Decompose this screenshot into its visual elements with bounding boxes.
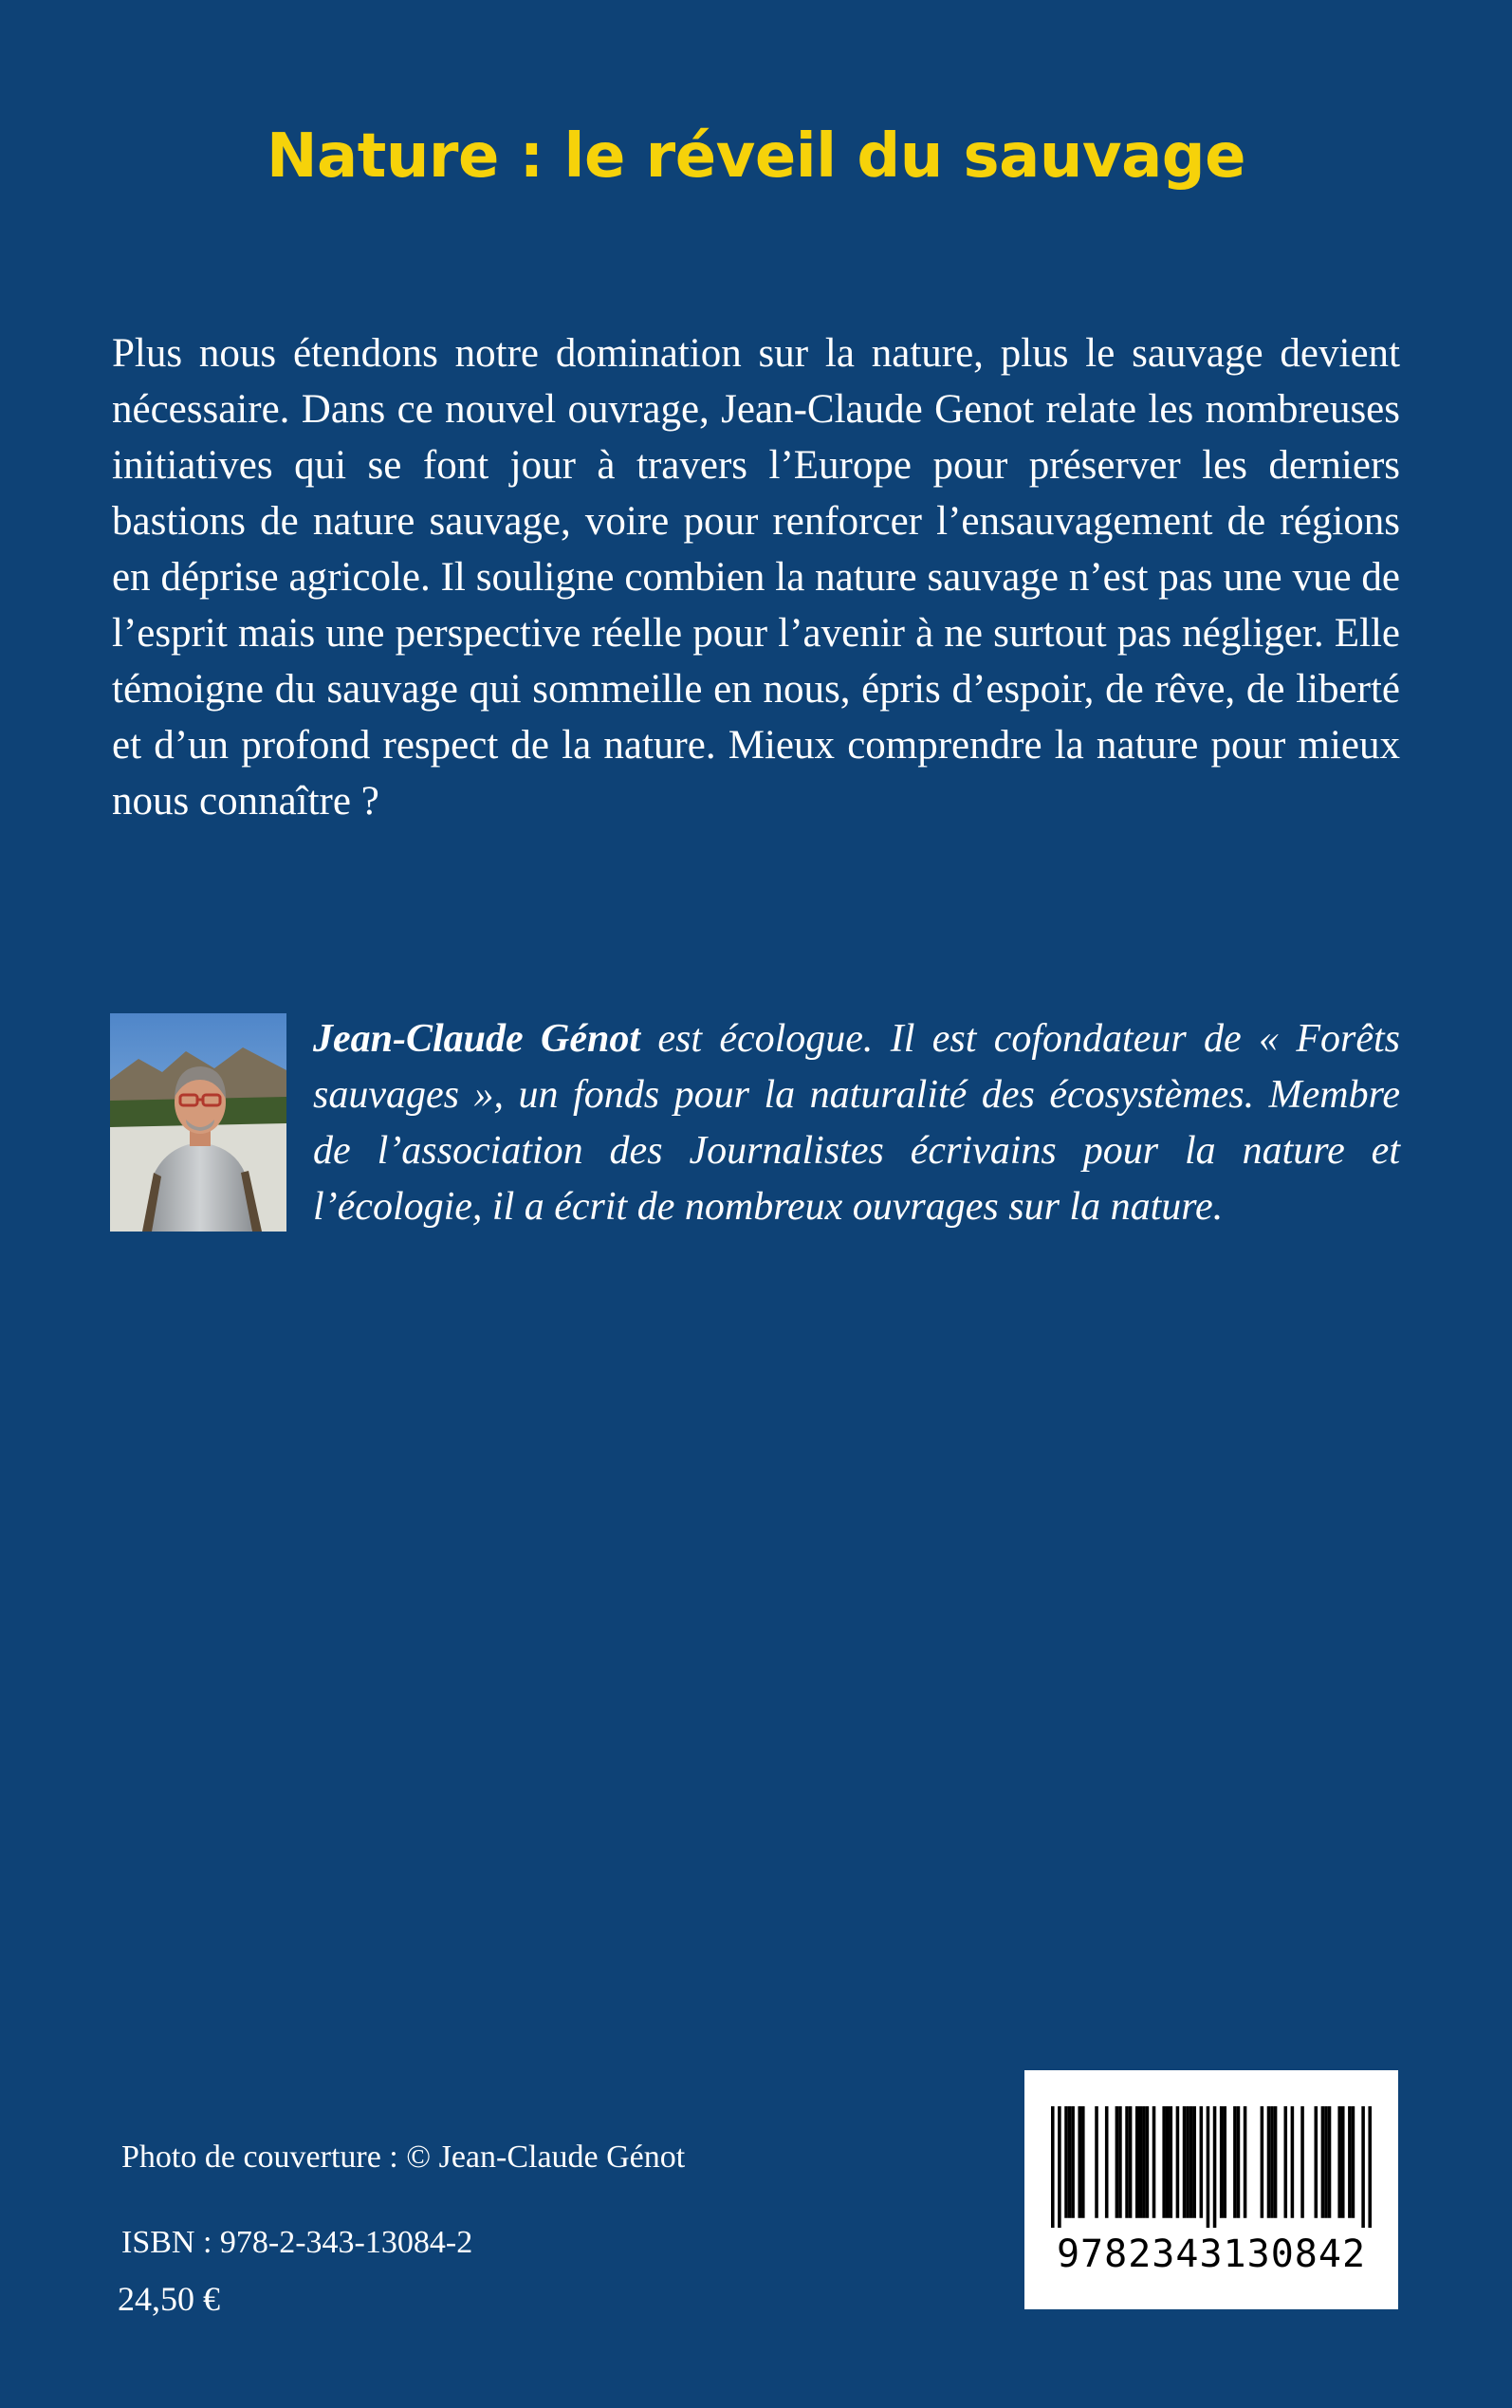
barcode-bar xyxy=(1237,2106,1241,2218)
barcode-bar xyxy=(1095,2106,1098,2218)
barcode-bar xyxy=(1081,2106,1085,2218)
barcode-bar xyxy=(1361,2106,1365,2228)
book-title: Nature : le réveil du sauvage xyxy=(266,121,1246,192)
barcode-bar xyxy=(1192,2106,1196,2218)
barcode-bar xyxy=(1170,2106,1173,2218)
barcode-bar xyxy=(1058,2106,1061,2228)
barcode-bar xyxy=(1051,2106,1055,2228)
barcode-bar xyxy=(1321,2106,1325,2218)
barcode-bar xyxy=(1267,2106,1271,2218)
barcode-bar xyxy=(1341,2106,1345,2218)
barcode-bar xyxy=(1337,2106,1341,2218)
barcode-bar xyxy=(1166,2106,1170,2218)
back-cover-blurb: Plus nous étendons notre domination sur la nature, plus le sauvage devient nécessaire. Dans ce nouvel ouvrage, Jean-Claude Genot relate les nombreuses initiatives qui se font jour à travers l’Europe pour préserver les derniers bastions de nature sauvage, voire pour renforcer l’ensauvagement de régions en déprise agricole. Il souligne combien la nature sauvage n’est pas une vue de l’esprit mais une perspective réelle pour l’avenir à ne surtout pas négliger. Elle témoigne du sauvage qui sommeille en nous, épris d’espoir, de rêve, de liberté et d’un profond respect de la nature. Mieux comprendre la nature pour mieux nous connaître ? xyxy=(112,331,1400,824)
barcode-bar xyxy=(1348,2106,1352,2218)
barcode-bar xyxy=(1071,2106,1075,2218)
author-bio xyxy=(313,1011,1400,1235)
author-bio-text: est écologue. Il est cofondateur de « Forêts sauvages », un fonds pour la naturalité des écosystèmes. Membre de l’association des Journalistes écrivains pour la nature et l’écologie, il a écrit de nombreux ouvrages sur la nature. xyxy=(313,1017,1401,1229)
barcode-bar xyxy=(1223,2106,1226,2218)
barcode-bar xyxy=(1233,2106,1237,2218)
barcode-bar xyxy=(1186,2106,1189,2218)
barcode-bar xyxy=(1300,2106,1304,2218)
photo-credit: Photo de couverture : © Jean-Claude Génot xyxy=(121,2139,686,2175)
barcode-bar xyxy=(1135,2106,1139,2218)
barcode-bar xyxy=(1105,2106,1109,2218)
barcode-bar xyxy=(1244,2106,1247,2218)
barcode-bar xyxy=(1352,2106,1355,2218)
barcode-bar xyxy=(1200,2106,1204,2218)
barcode-bar xyxy=(1146,2106,1150,2218)
barcode-bar xyxy=(1324,2106,1328,2218)
barcode-bar xyxy=(1291,2106,1295,2218)
barcode-bar xyxy=(1078,2106,1081,2218)
barcode-bar xyxy=(1261,2106,1264,2218)
barcode-bar xyxy=(1176,2106,1180,2218)
barcode-bar xyxy=(1328,2106,1332,2218)
barcode-bar xyxy=(1064,2106,1068,2218)
barcode-bar xyxy=(1207,2106,1210,2228)
barcode-bar xyxy=(1213,2106,1217,2228)
barcode-box xyxy=(1024,2070,1398,2309)
barcode-bar xyxy=(1068,2106,1072,2218)
barcode-bar xyxy=(1129,2106,1133,2218)
barcode-bar xyxy=(1142,2106,1146,2218)
barcode-bar xyxy=(1283,2106,1287,2218)
barcode-bar xyxy=(1162,2106,1166,2218)
barcode-bar xyxy=(1189,2106,1193,2218)
author-name: Jean-Claude Génot xyxy=(313,1017,641,1061)
isbn-number: ISBN : 978-2-343-13084-2 xyxy=(121,2225,473,2260)
barcode-bar xyxy=(1118,2106,1122,2218)
barcode-bar xyxy=(1152,2106,1156,2218)
barcode-bar xyxy=(1220,2106,1224,2218)
barcode-bar xyxy=(1116,2106,1119,2218)
barcode-bar xyxy=(1274,2106,1278,2218)
barcode-bar xyxy=(1270,2106,1274,2218)
book-price: 24,50 € xyxy=(118,2280,220,2318)
barcode-digits: 9782343130842 xyxy=(1056,2232,1367,2276)
barcode-bar xyxy=(1139,2106,1143,2218)
barcode-bar xyxy=(1315,2106,1318,2218)
author-photo xyxy=(110,1013,286,1232)
barcode-bar xyxy=(1368,2106,1372,2228)
barcode-bar xyxy=(1183,2106,1187,2218)
barcode-bar xyxy=(1125,2106,1129,2218)
barcode-bars xyxy=(1051,2106,1372,2228)
